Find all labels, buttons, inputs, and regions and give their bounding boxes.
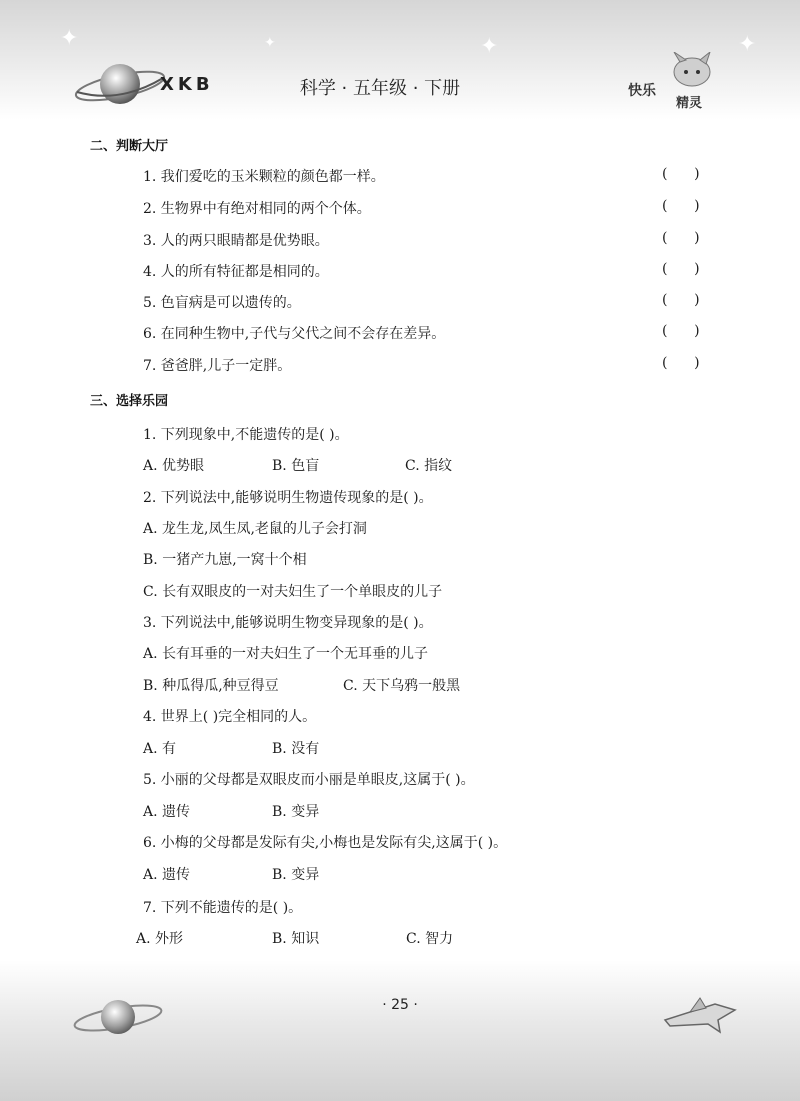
judge-item: 6. 在同种生物中,子代与父代之间不会存在差异。 <box>143 326 446 342</box>
sparkle-icon: ✦ <box>738 32 757 57</box>
sparkle-icon: ✦ <box>480 34 499 59</box>
option-b[interactable]: B. 没有 <box>272 741 320 757</box>
mascot-label-bottom: 精灵 <box>676 96 703 111</box>
option-a[interactable]: A. 遗传 <box>143 867 191 883</box>
section-title-choice: 三、选择乐园 <box>90 394 169 409</box>
question-stem: 4. 世界上( )完全相同的人。 <box>143 709 317 725</box>
section-title-judge: 二、判断大厅 <box>90 139 169 154</box>
sparkle-icon: ✦ <box>264 35 276 51</box>
option-c[interactable]: C. 天下乌鸦一般黑 <box>343 678 461 694</box>
option-a[interactable]: A. 龙生龙,凤生凤,老鼠的儿子会打洞 <box>143 521 367 537</box>
answer-blank[interactable]: ( ) <box>662 261 700 277</box>
judge-item: 7. 爸爸胖,儿子一定胖。 <box>143 358 292 374</box>
question-stem: 2. 下列说法中,能够说明生物遗传现象的是( )。 <box>143 490 433 506</box>
book-title: 科学 · 五年级 · 下册 <box>299 78 461 99</box>
question-stem: 3. 下列说法中,能够说明生物变异现象的是( )。 <box>143 615 433 631</box>
option-b[interactable]: B. 色盲 <box>272 458 320 474</box>
option-c[interactable]: C. 指纹 <box>405 458 453 474</box>
option-b[interactable]: B. 知识 <box>272 931 320 947</box>
option-c[interactable]: C. 长有双眼皮的一对夫妇生了一个单眼皮的儿子 <box>143 584 443 600</box>
brand-logo: XKB <box>160 74 214 95</box>
question-stem: 7. 下列不能遗传的是( )。 <box>143 900 303 916</box>
mascot-label-top: 快乐 <box>628 83 656 99</box>
answer-blank[interactable]: ( ) <box>662 355 700 371</box>
judge-item: 2. 生物界中有绝对相同的两个个体。 <box>143 201 371 217</box>
answer-blank[interactable]: ( ) <box>662 166 700 182</box>
option-a[interactable]: A. 长有耳垂的一对夫妇生了一个无耳垂的儿子 <box>143 646 429 662</box>
option-b[interactable]: B. 一猪产九崽,一窝十个相 <box>143 552 307 568</box>
page-number: · 25 · <box>382 997 418 1013</box>
judge-item: 4. 人的所有特征都是相同的。 <box>143 264 329 280</box>
option-a[interactable]: A. 优势眼 <box>143 458 205 474</box>
spaceship-icon <box>660 990 740 1040</box>
option-b[interactable]: B. 变异 <box>272 804 320 820</box>
question-stem: 6. 小梅的父母都是发际有尖,小梅也是发际有尖,这属于( )。 <box>143 835 508 851</box>
sparkle-icon: ✦ <box>60 26 79 51</box>
judge-item: 3. 人的两只眼睛都是优势眼。 <box>143 233 329 249</box>
option-a[interactable]: A. 有 <box>143 741 177 757</box>
option-a[interactable]: A. 外形 <box>136 931 184 947</box>
option-b[interactable]: B. 种瓜得瓜,种豆得豆 <box>143 678 279 694</box>
option-c[interactable]: C. 智力 <box>406 931 454 947</box>
option-a[interactable]: A. 遗传 <box>143 804 191 820</box>
planet-footer-icon <box>70 992 166 1042</box>
answer-blank[interactable]: ( ) <box>662 323 700 339</box>
judge-item: 1. 我们爱吃的玉米颗粒的颜色都一样。 <box>143 169 385 185</box>
answer-blank[interactable]: ( ) <box>662 198 700 214</box>
answer-blank[interactable]: ( ) <box>662 230 700 246</box>
question-stem: 1. 下列现象中,不能遗传的是( )。 <box>143 427 349 443</box>
answer-blank[interactable]: ( ) <box>662 292 700 308</box>
option-b[interactable]: B. 变异 <box>272 867 320 883</box>
judge-item: 5. 色盲病是可以遗传的。 <box>143 295 301 311</box>
planet-logo-icon <box>72 56 168 112</box>
question-stem: 5. 小丽的父母都是双眼皮而小丽是单眼皮,这属于( )。 <box>143 772 475 788</box>
